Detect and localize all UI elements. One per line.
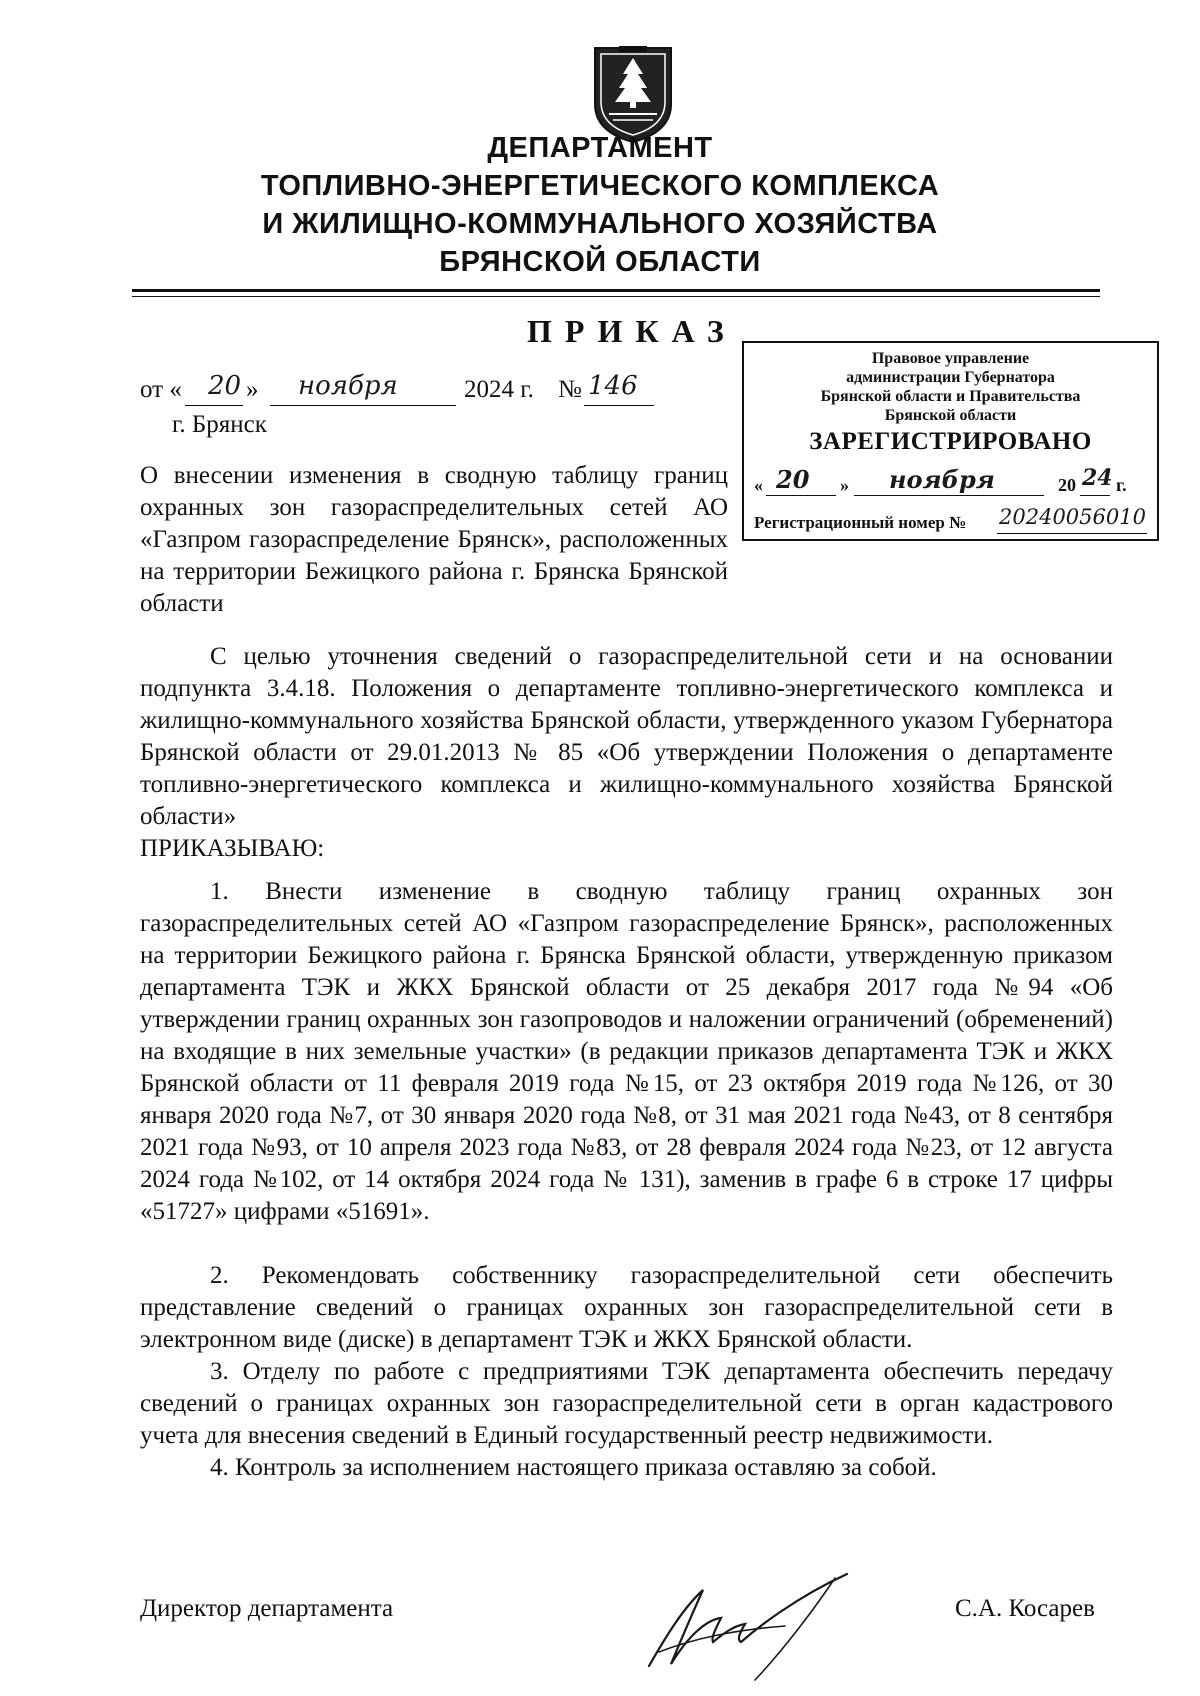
stamp-year-suffix: 24 bbox=[1082, 465, 1113, 491]
stamp-line-1: Правовое управление bbox=[871, 350, 1030, 367]
header-line-4: БРЯНСКОЙ ОБЛАСТИ bbox=[439, 246, 761, 278]
date-number-line bbox=[140, 371, 730, 414]
order-word: ПРИКАЗЫВАЮ: bbox=[140, 835, 325, 862]
stamp-day: 20 bbox=[776, 465, 810, 494]
stamp-close-quote: » bbox=[840, 475, 849, 495]
header-divider-thin bbox=[132, 296, 1100, 297]
number-prefix: № bbox=[558, 376, 582, 403]
stamp-reg-label: Регистрационный номер № bbox=[754, 513, 967, 532]
registration-stamp bbox=[742, 341, 1159, 541]
order-item-4: 4. Контроль за исполнением настоящего приказа оставляю за собой. bbox=[210, 1454, 937, 1481]
document-number: 146 bbox=[588, 371, 638, 401]
signatory-position: Директор департамента bbox=[140, 1595, 394, 1622]
stamp-line-4: Брянской области bbox=[884, 407, 1017, 424]
signatory-name: С.А. Косарев bbox=[955, 1595, 1095, 1622]
date-day: 20 bbox=[208, 371, 242, 401]
header-line-1: ДЕПАРТАМЕНТ bbox=[487, 132, 713, 164]
order-item-3: 3. Отделу по работе с предприятиями ТЭК департамента обеспечить передачу сведений о границах охранных зон газораспределительной сети в орган кадастрового учета для внесения сведений в Единый государственный реестр недвижимости. bbox=[140, 1358, 1113, 1449]
stamp-year-prefix: 20 bbox=[1058, 475, 1076, 495]
date-month: ноября bbox=[298, 371, 398, 401]
preamble-paragraph: С целью уточнения сведений о газораспределительной сети и на основании подпункта 3.4.18. Положения о департаменте топливно-энергетического комплекса и жилищно-коммунального хозяйства Брянской области, утвержденного указом Губернатора Брянской области от 29.01.2013 № 85 «Об утверждении Положения о департаменте топливно-энергетического комплекса и жилищно-коммунального хозяйства Брянской области» bbox=[140, 643, 1113, 830]
header-line-2: ТОПЛИВНО-ЭНЕРГЕТИЧЕСКОГО КОМПЛЕКСА bbox=[260, 170, 940, 202]
stamp-reg-line bbox=[754, 505, 1154, 537]
stamp-line-3: Брянской области и Правительства bbox=[820, 388, 1081, 405]
stamp-month: ноября bbox=[889, 465, 995, 494]
order-subject: О внесении изменения в сводную таблицу границ охранных зон газораспределительных сетей АО «Газпром газораспределение Брянск», расположенных на территории Бежицкого района г. Брянска Брянской области bbox=[140, 462, 728, 617]
stamp-line-2: администрации Губернатора bbox=[846, 369, 1055, 386]
stamp-reg-number: 20240056010 bbox=[999, 505, 1146, 529]
stamp-open-quote: « bbox=[754, 475, 763, 495]
date-day-close: » bbox=[246, 376, 259, 403]
header-line-3: И ЖИЛИЩНО-КОММУНАЛЬНОГО ХОЗЯЙСТВА bbox=[262, 208, 938, 240]
handwritten-signature bbox=[635, 1568, 865, 1683]
stamp-date-line bbox=[754, 467, 1149, 503]
stamp-year-g: г. bbox=[1116, 475, 1127, 495]
order-item-2: 2. Рекомендовать собственнику газораспределительной сети обеспечить представление сведений о границах охранных зон газораспределительной сети в электронном виде (диске) в департамент ТЭК и ЖКХ Брянской области. bbox=[140, 1262, 1113, 1353]
city: г. Брянск bbox=[172, 411, 267, 438]
stamp-status: ЗАРЕГИСТРИРОВАНО bbox=[809, 428, 1092, 455]
header-divider-thick bbox=[132, 289, 1100, 292]
date-prefix: от « bbox=[140, 376, 182, 403]
document-title: ПРИКАЗ bbox=[527, 313, 737, 349]
order-item-1: 1. Внести изменение в сводную таблицу границ охранных зон газораспределительных сетей АО «Газпром газораспределение Брянск», расположенных на территории Бежицкого района г. Брянска Брянской области, утвержденную приказом департамента ТЭК и ЖКХ Брянской области от 25 декабря 2017 года №94 «Об утверждении границ охранных зон газопроводов и наложении ограничений (обременений) на входящие в них земельные участки» (в редакции приказов департамента ТЭК и ЖКХ Брянской области от 11 февраля 2019 года №15, от 23 октября 2019 года №126, от 30 января 2020 года №7, от 30 января 2020 года №8, от 31 мая 2021 года №43, от 8 сентября 2021 года №93, от 10 апреля 2023 года №83, от 28 февраля 2024 года №23, от 12 августа 2024 года №102, от 14 октября 2024 года № 131), заменив в графе 6 в строке 17 цифры «51727» цифрами «51691». bbox=[140, 878, 1113, 1225]
date-year: 2024 г. bbox=[464, 376, 534, 403]
